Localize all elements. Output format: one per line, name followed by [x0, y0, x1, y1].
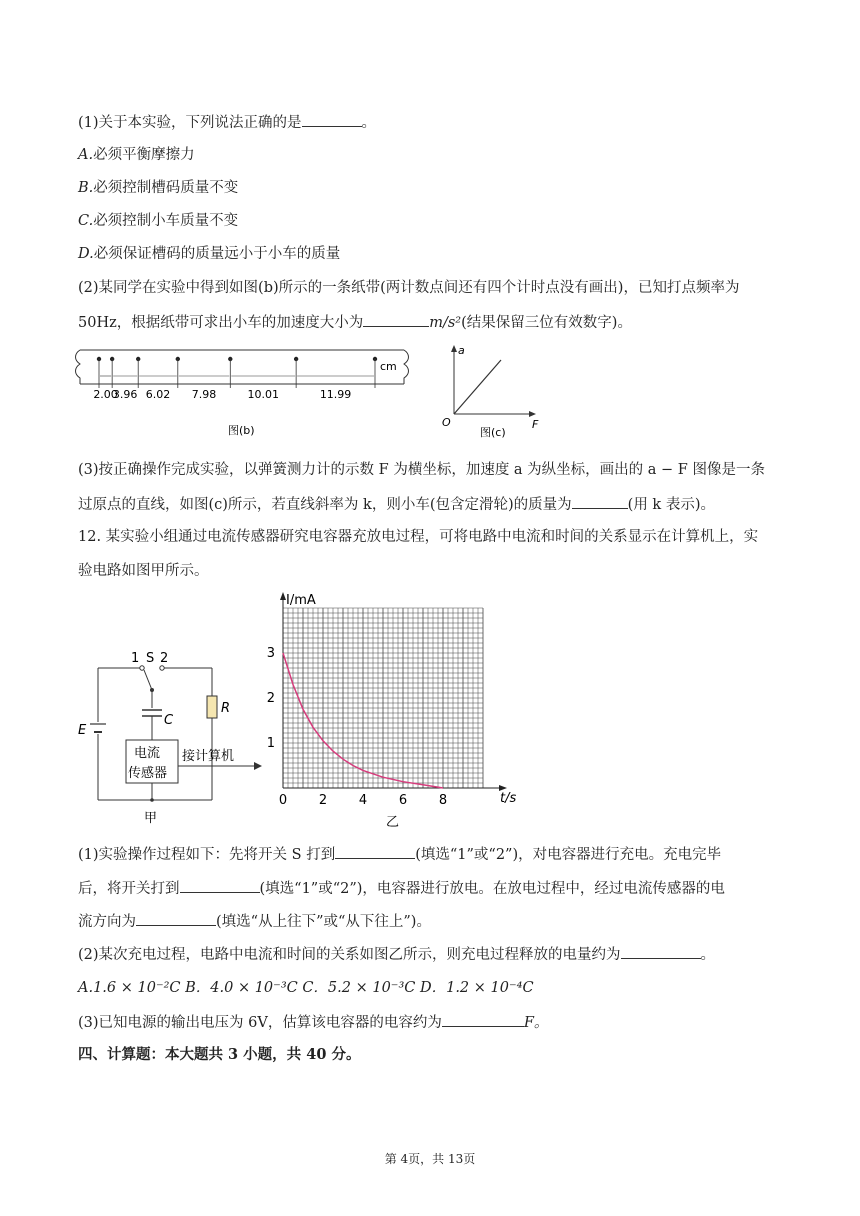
q12-intro-line2: 验电路如图甲所示。 [78, 563, 209, 579]
switch-label: S [146, 651, 155, 666]
q12-part1-text: (1)实验操作过程如下：先将开关 S 打到 [78, 847, 336, 863]
q12-part1-line1 [78, 844, 721, 865]
segment-label: 10.01 [247, 388, 279, 401]
q12-part2 [78, 944, 715, 965]
figure-b-tape [72, 346, 412, 446]
circuit-diagram [76, 640, 276, 830]
q12-part3-text: (3)已知电源的输出电压为 6V，估算该电容器的电容约为 [78, 1015, 442, 1031]
q12-choices: A.1.6 × 10⁻²C B．4.0 × 10⁻³C C．5.2 × 10⁻³C D．1.2 × 10⁻⁴C [78, 980, 534, 996]
option-c [78, 211, 238, 231]
tape-unit: cm [380, 360, 397, 373]
q12-part1-line2 [78, 878, 725, 899]
resistor-label: R [221, 701, 231, 716]
graph-c-xlabel: F [532, 418, 539, 431]
y-tick-label: 1 [266, 736, 275, 751]
q11-part1-end: 。 [361, 115, 377, 131]
segment-label: 2.00 [93, 388, 118, 401]
q12-part2-text: (2)某次充电过程，电路中电流和时间的关系如图乙所示，则充电过程释放的电量约为 [78, 947, 621, 963]
current-time-chart [262, 590, 524, 838]
chart-grid [283, 608, 483, 788]
segment-label: 7.98 [191, 388, 217, 401]
graph-c-ylabel: a [458, 344, 465, 357]
tape-points [97, 357, 377, 388]
q11-part3-line2 [78, 494, 715, 515]
sensor-label: 电流 [134, 746, 161, 761]
q11-part2-text: 50Hz，根据纸带可求出小车的加速度大小为 [78, 315, 364, 331]
q12-part1-text: 后，将开关打到 [78, 881, 180, 897]
option-text: 必须保证槽码的质量远小于小车的质量 [93, 246, 341, 262]
segment-label: 3.96 [112, 388, 138, 401]
option-letter: B. [78, 180, 94, 196]
answer-blank [442, 1012, 524, 1027]
q11-part3-text: 过原点的直线，如图(c)所示，若直线斜率为 k，则小车(包含定滑轮)的质量为 [78, 497, 572, 513]
q11-part3-line1: (3)按正确操作完成实验，以弹簧测力计的示数 F 为横坐标，加速度 a 为纵坐标，画出的 a − F 图像是一条 [78, 462, 765, 478]
q12-part2-end: 。 [700, 947, 716, 963]
x-tick-label: 4 [358, 793, 368, 808]
q11-part1 [78, 112, 376, 133]
q11-part2-line1: (2)某同学在实验中得到如图(b)所示的一条纸带(两计数点间还有四个计时点没有画出)，已知打点频率为 [78, 280, 740, 296]
option-d [78, 244, 340, 264]
answer-blank [621, 944, 701, 959]
chart-xlabel: t/s [500, 791, 517, 806]
option-a [78, 145, 195, 165]
q12-part1-text: (填选“1”或“2”)，对电容器进行充电。充电完毕 [415, 847, 722, 863]
a-f-line [454, 360, 501, 414]
sensor-label: 传感器 [128, 766, 168, 781]
q11-part2-tail: (结果保留三位有效数字)。 [461, 315, 632, 331]
answer-blank [572, 494, 628, 509]
q11-part3-tail: (用 k 表示)。 [627, 497, 715, 513]
y-tick-label: 2 [266, 691, 275, 706]
option-letter: C. [78, 213, 94, 229]
circuit-caption: 甲 [144, 811, 158, 826]
y-tick-label: 3 [266, 646, 275, 661]
q12-part1-text: 流方向为 [78, 914, 136, 930]
option-letter: D. [78, 246, 94, 262]
section-4-heading: 四、计算题：本大题共 3 小题，共 40 分。 [78, 1046, 361, 1063]
q12-intro-line1: 12. 某实验小组通过电流传感器研究电容器充放电过程，可将电路中电流和时间的关系显示在计算机上，实 [78, 529, 759, 545]
graph-c-origin: O [442, 416, 451, 429]
q12-part1-text: (填选“从上往下”或“从下往上”)。 [216, 914, 431, 930]
emf-label: E [78, 723, 87, 738]
terminal-1-icon [140, 666, 144, 670]
page-footer: 第 4页，共 13页 [384, 1152, 476, 1166]
answer-blank [180, 878, 260, 893]
figure-b-caption: 图(b) [228, 424, 255, 437]
q11-part2-line2 [78, 312, 632, 333]
figure-c-caption: 图(c) [480, 426, 506, 439]
y-arrow-icon [451, 345, 457, 352]
segment-label: 11.99 [319, 388, 352, 401]
answer-blank [136, 911, 216, 926]
tape-labels [93, 376, 374, 401]
switch-pivot-icon [150, 688, 154, 692]
q11-part1-stem: (1)关于本实验，下列说法正确的是 [78, 115, 302, 131]
computer-label: 接计算机 [182, 749, 235, 764]
x-arrow-icon [529, 411, 536, 417]
unit: m/s² [429, 315, 462, 331]
option-text: 必须控制小车质量不变 [93, 213, 239, 229]
arrow-head-icon [254, 762, 262, 770]
q12-part1-line3 [78, 911, 431, 932]
option-text: 必须控制槽码质量不变 [93, 180, 239, 196]
segment-label: 6.02 [145, 388, 171, 401]
capacitor-label: C [164, 713, 174, 728]
answer-blank [335, 844, 415, 859]
x-tick-label: 0 [278, 793, 288, 808]
terminal-1-label: 1 [131, 651, 140, 666]
answer-blank [302, 112, 362, 127]
junction-icon [150, 798, 154, 802]
q12-part3-unit: F。 [523, 1015, 549, 1031]
option-letter: A. [78, 147, 94, 163]
terminal-2-icon [160, 666, 164, 670]
x-tick-label: 6 [398, 793, 408, 808]
option-text: 必须平衡摩擦力 [93, 147, 195, 163]
option-b [78, 178, 238, 198]
answer-blank [363, 312, 429, 327]
x-tick-label: 2 [318, 793, 328, 808]
x-tick-label: 8 [438, 793, 448, 808]
chart-caption: 乙 [386, 815, 400, 830]
q12-part3 [78, 1012, 548, 1033]
figure-c-graph [436, 340, 546, 440]
chart-ylabel: I/mA [286, 593, 316, 608]
resistor [207, 696, 217, 718]
q12-part1-text: (填选“1”或“2”)，电容器进行放电。在放电过程中，经过电流传感器的电 [259, 881, 725, 897]
terminal-2-label: 2 [160, 651, 169, 666]
